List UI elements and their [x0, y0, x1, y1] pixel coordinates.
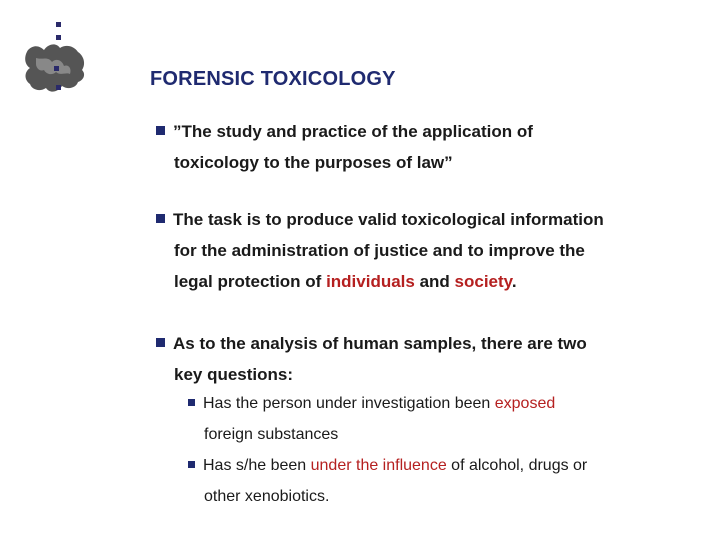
sub-bullet-text: Has the person under investigation been [203, 395, 495, 412]
bullet-line [156, 359, 696, 390]
bullet-line [156, 147, 696, 178]
highlight-under-the-influence: under the influence [310, 457, 447, 474]
square-bullet-icon [156, 214, 165, 223]
bullet-text: As to the analysis of human samples, there are two [173, 334, 587, 353]
highlight-exposed: exposed [494, 395, 556, 412]
sub-bullet-text: other xenobiotics. [204, 488, 330, 505]
bullet-task [156, 204, 696, 297]
square-bullet-icon [156, 338, 165, 347]
highlight-society: society [454, 272, 512, 291]
small-square-bullet-icon [188, 399, 195, 406]
bullet-line [156, 266, 696, 297]
bullet-text: key questions: [174, 365, 294, 384]
bullet-line [156, 204, 696, 235]
bullet-line [156, 328, 696, 359]
slide-title: FORENSIC TOXICOLOGY [150, 68, 396, 90]
bullet-line [156, 235, 696, 266]
logo-dot [56, 22, 61, 27]
sub-bullet-line [188, 388, 698, 419]
bullet-text: The task is to produce valid toxicological information [173, 210, 604, 229]
university-logo [22, 22, 90, 100]
bullet-line [156, 116, 696, 147]
bullet-text: for the administration of justice and to improve the [174, 241, 585, 260]
bullet-text: . [511, 272, 517, 291]
sub-bullet-line [188, 450, 698, 481]
small-square-bullet-icon [188, 461, 195, 468]
sub-bullet-line [188, 481, 698, 512]
sub-bullet-text: Has s/he been [203, 457, 311, 474]
bullet-analysis [156, 328, 696, 390]
sub-bullet-text: of alcohol, drugs or [446, 457, 588, 474]
sub-bullet-influence [188, 450, 698, 512]
bullet-text: legal protection of [174, 272, 327, 291]
square-bullet-icon [156, 126, 165, 135]
flame-emblem-icon [22, 40, 90, 100]
bullet-text: ”The study and practice of the application of [173, 122, 533, 141]
sub-bullet-text: foreign substances [204, 426, 339, 443]
bullet-text: and [414, 272, 455, 291]
sub-bullet-line [188, 419, 698, 450]
bullet-text: toxicology to the purposes of law” [174, 153, 453, 172]
bullet-definition [156, 116, 696, 178]
highlight-individuals: individuals [326, 272, 415, 291]
sub-bullet-exposed [188, 388, 698, 450]
logo-dot [56, 85, 61, 90]
